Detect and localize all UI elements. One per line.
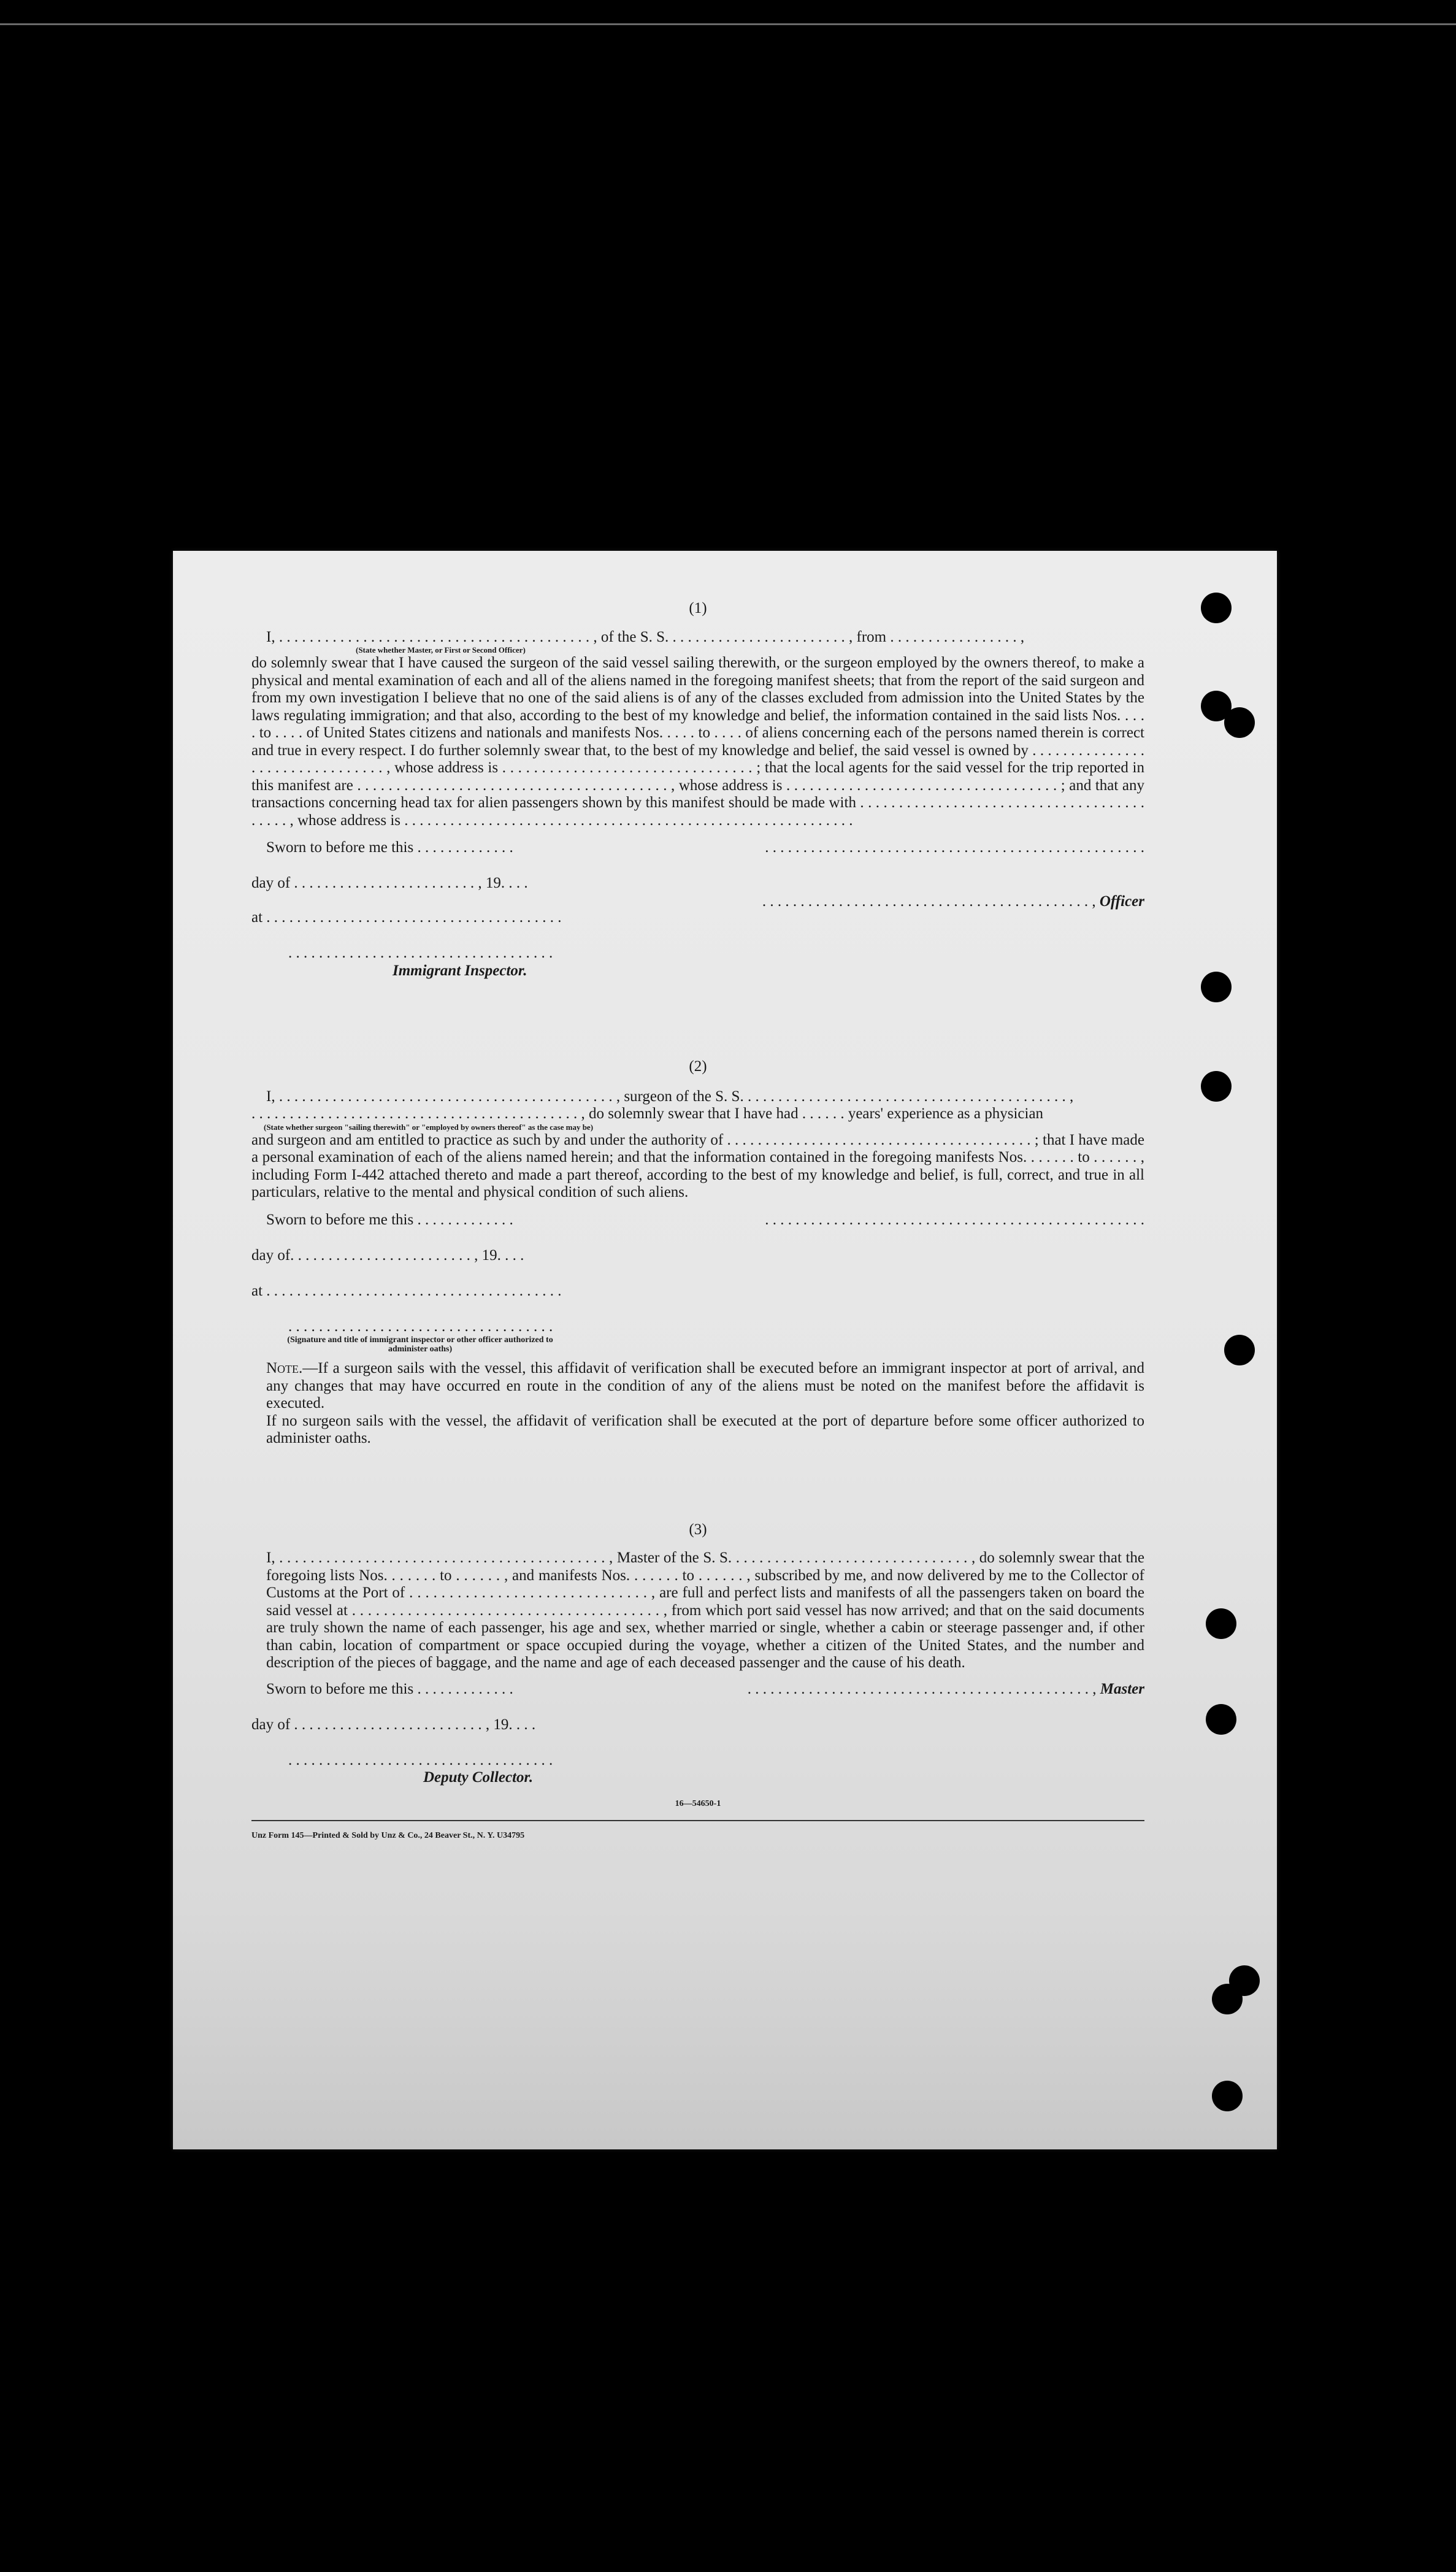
section-3-sworn: Sworn to before me this . . . . . . . . . . . . . xyxy=(266,1680,513,1697)
punch-hole xyxy=(1212,2081,1243,2111)
section-2-sub-note: (State whether surgeon "sailing therewith" or "employed by owners thereof" as the case may be) xyxy=(264,1122,594,1132)
section-2-day: day of. . . . . . . . . . . . . . . . . . . . . . . . , 19. . . . xyxy=(251,1246,524,1264)
punch-hole xyxy=(1206,1704,1236,1735)
section-2-inspector-line: . . . . . . . . . . . . . . . . . . . . . . . . . . . . . . . . . . . xyxy=(288,1318,553,1335)
section-1-signature-line: . . . . . . . . . . . . . . . . . . . . . . . . . . . . . . . . . . . . . . . . . . . . . . . . . . xyxy=(765,839,1144,856)
section-1-at: at . . . . . . . . . . . . . . . . . . . . . . . . . . . . . . . . . . . . . . . xyxy=(251,909,562,926)
section-1-sub-note: (State whether Master, or First or Second Officer) xyxy=(356,645,526,655)
section-1-sworn: Sworn to before me this . . . . . . . . . . . . . xyxy=(266,839,513,856)
section-2-number: (2) xyxy=(689,1058,707,1075)
section-2-sworn: Sworn to before me this . . . . . . . . . . . . . xyxy=(266,1211,513,1228)
section-3-master-line: . . . . . . . . . . . . . . . . . . . . . . . . . . . . . . . . . . . . . . . . . . . . . , xyxy=(747,1680,1097,1697)
punch-hole xyxy=(1201,593,1232,623)
section-3-day: day of . . . . . . . . . . . . . . . . . . . . . . . . . , 19. . . . xyxy=(251,1716,536,1733)
section-3-body: I, . . . . . . . . . . . . . . . . . . . . . . . . . . . . . . . . . . . . . . . . . . , Master of the S. S. . . . . . . . . . . . . . . . . . . . . . . . . . . . . . . , do solemnly swear that the foregoing lists Nos. . . . . . . to . . . . . . , and manifests Nos. . . . . . . to . . . . . . , subscribed by me, and now delivered by me to the Collector of Customs at the Port of . . . . . . . . . . . . . . . . . . . . . . . . . . . . . . , are full and perfect lists and manifests of all the passengers taken on board the said vessel at . . . . . . . . . . . . . . . . . . . . . . . . . . . . . . . . . . . . . . . , from which port said vessel has now arrived; and that on the said documents are truly shown the name of each passenger, his age and sex, whether married or single, whether a cabin or steerage passenger and, if other than cabin, location of compartment or space occupied during the voyage, whether a citizen of the United States, and the number and description of the pieces of baggage, and the name and age of each deceased passenger and the cause of his death. xyxy=(266,1549,1144,1671)
section-3-master-label: Master xyxy=(1100,1680,1144,1697)
section-2-note-text: —If a surgeon sails with the vessel, this affidavit of verification shall be executed before an immigrant inspector at port of arrival, and any changes that may have occurred en route in the condition of any of the aliens must be noted on the manifest before the affidavit is executed. xyxy=(266,1360,1144,1411)
footer-imprint: Unz Form 145—Printed & Sold by Unz & Co., 24 Beaver St., N. Y. U34795 xyxy=(251,1831,525,1840)
section-1-day: day of . . . . . . . . . . . . . . . . . . . . . . . . , 19. . . . xyxy=(251,875,528,891)
punch-hole xyxy=(1201,1071,1232,1102)
section-3-number: (3) xyxy=(689,1521,707,1538)
section-3-collector-line: . . . . . . . . . . . . . . . . . . . . . . . . . . . . . . . . . . . xyxy=(288,1751,553,1768)
section-2-note-2: If no surgeon sails with the vessel, the affidavit of verification shall be executed at the port of departure before some officer authorized to administer oaths. xyxy=(266,1412,1144,1446)
punch-hole xyxy=(1212,1984,1243,2014)
section-1-officer-line: . . . . . . . . . . . . . . . . . . . . . . . . . . . . . . . . . . . . . . . . . . . , xyxy=(762,893,1096,910)
section-2-first-line: I, . . . . . . . . . . . . . . . . . . . . . . . . . . . . . . . . . . . . . . . . . . . . , surgeon of the S. S. . . . . . . . . . . . . . . . . . . . . . . . . . . . . . . . . . . . . . . . . . . , xyxy=(266,1088,1074,1105)
punch-hole xyxy=(1224,1335,1255,1365)
document-sheet xyxy=(173,551,1277,2149)
section-1-inspector-line: . . . . . . . . . . . . . . . . . . . . . . . . . . . . . . . . . . . xyxy=(288,945,553,961)
section-2-signature-line: . . . . . . . . . . . . . . . . . . . . . . . . . . . . . . . . . . . . . . . . . . . . . . . . . . xyxy=(765,1211,1144,1228)
punch-hole xyxy=(1201,972,1232,1002)
section-2-at: at . . . . . . . . . . . . . . . . . . . . . . . . . . . . . . . . . . . . . . . xyxy=(251,1282,562,1299)
section-1-inspector-label: Immigrant Inspector. xyxy=(393,962,527,979)
form-content xyxy=(251,600,1144,1845)
section-2-note-label: Note. xyxy=(266,1360,303,1376)
section-2-body: and surgeon and am entitled to practice as such by and under the authority of . . . . . . . . . . . . . . . . . . . . . . . . . . . . . . . . . . . . . . . . ; that I have made a personal examination of each of the aliens named herein; and that the information contained in the foregoing manifests Nos. . . . . . . to . . . . . . , including Form I-442 attached thereto and made a part thereof, according to the best of my knowledge and belief, is full, correct, and true in all particulars, relative to the mental and physical condition of such aliens. xyxy=(251,1131,1144,1200)
section-1-number: (1) xyxy=(689,600,707,616)
scan-top-border xyxy=(0,23,1456,25)
section-1-officer-label: Officer xyxy=(1099,893,1144,910)
punch-hole xyxy=(1206,1608,1236,1639)
punch-hole xyxy=(1224,707,1255,738)
section-1-first-line: I, . . . . . . . . . . . . . . . . . . . . . . . . . . . . . . . . . . . . . . . . . , of the S. S. . . . . . . . . . . . . . . . . . . . . . . . , from . . . . . . . . . . . . . . . . . , xyxy=(266,628,1025,645)
section-2-second-line: . . . . . . . . . . . . . . . . . . . . . . . . . . . . . . . . . . . . . . . . . . . , do solemnly swear that I have had . . . . . . years' experience as a physician xyxy=(251,1105,1044,1122)
section-3-collector-label: Deputy Collector. xyxy=(423,1769,534,1786)
section-2-inspector-label: (Signature and title of immigrant inspector or other officer authorized to administer oaths) xyxy=(287,1335,553,1354)
section-1-body: do solemnly swear that I have caused the surgeon of the said vessel sailing therewith, or the surgeon employed by the owners thereof, to make a physical and mental examination of each and all of the aliens named in the foregoing manifest sheets; that from the report of the said surgeon and from my own investigation I believe that no one of the said aliens is of any of the classes excluded from admission into the United States by the laws regulating immigration; and that also, according to the best of my knowledge and belief, the information contained in the said lists Nos. . . . . to . . . . of United States citizens and nationals and manifests Nos. . . . . to . . . . of aliens concerning each of the persons named therein is correct and true in every respect. I do further solemnly swear that, to the best of my knowledge and belief, the said vessel is owned by . . . . . . . . . . . . . . . . . . . . . . . . . . . . . . . . , whose address is . . . . . . . . . . . . . . . . . . . . . . . . . . . . . . . . ; that the local agents for the said vessel for the trip reported in this manifest are . . . . . . . . . . . . . . . . . . . . . . . . . . . . . . . . . . . . . . . . , whose address is . . . . . . . . . . . . . . . . . . . . . . . . . . . . . . . . . . . ; and that any transactions concerning head tax for alien passengers shown by this manifest should be made with . . . . . . . . . . . . . . . . . . . . . . . . . . . . . . . . . . . . . . . . . . , whose address is . . . . . . . . . . . . . . . . . . . . . . . . . . . . . . . . . . . . . . . . . . . . . . . . . . . . . . . . . . . xyxy=(251,655,1144,829)
form-code: 16—54650-1 xyxy=(675,1798,721,1808)
